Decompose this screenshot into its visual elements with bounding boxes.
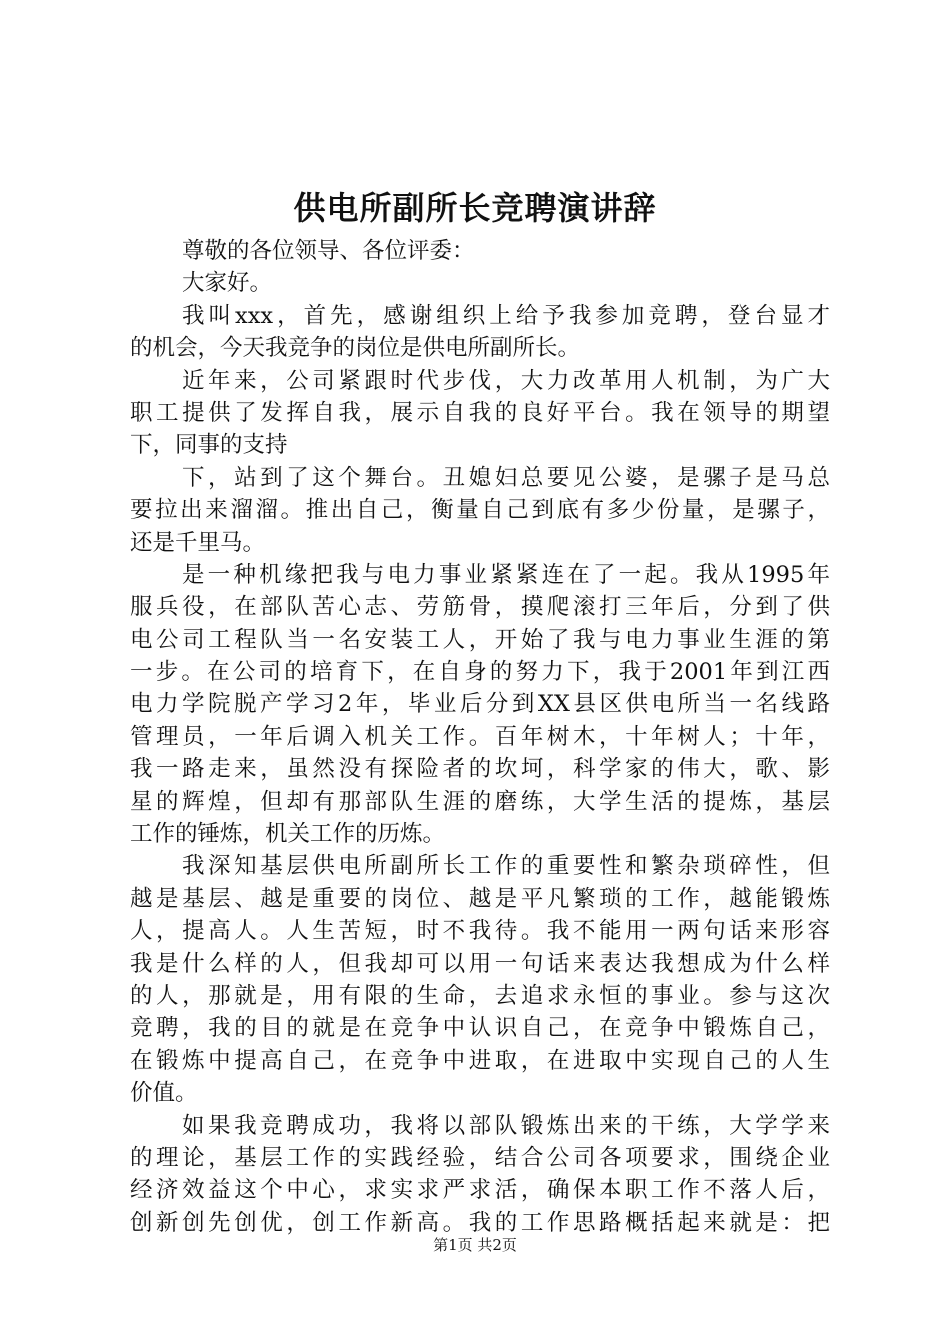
text-line: 星的辉煌，但却有那部队生涯的磨练，大学生活的提炼，基层 <box>130 788 830 815</box>
text-line: 越是基层、越是重要的岗位、越是平凡繁琐的工作，越能锻炼 <box>130 885 830 912</box>
text-line: 要拉出来溜溜。推出自己，衡量自己到底有多少份量，是骡子， <box>130 497 830 524</box>
text-line: 在锻炼中提高自己，在竞争中进取，在进取中实现自己的人生 <box>130 1047 830 1074</box>
text-line: 还是千里马。 <box>130 529 266 556</box>
text-line: 职工提供了发挥自我，展示自我的良好平台。我在领导的期望 <box>130 399 830 426</box>
text-line: 电公司工程队当一名安装工人，开始了我与电力事业生涯的第 <box>130 626 830 653</box>
text-line: 一步。在公司的培育下，在自身的努力下，我于2001年到江西 <box>130 659 830 686</box>
text-line: 我一路走来，虽然没有探险者的坎坷，科学家的伟大，歌、影 <box>130 756 830 783</box>
text-line: 我叫xxx，首先，感谢组织上给予我参加竞聘，登台显才 <box>182 302 830 329</box>
text-line: 我深知基层供电所副所长工作的重要性和繁杂琐碎性，但 <box>182 853 830 880</box>
text-line: 下，站到了这个舞台。丑媳妇总要见公婆，是骡子是马总 <box>182 464 830 491</box>
page-number-footer: 第1页 共2页 <box>433 1236 517 1254</box>
text-line: 经济效益这个中心，求实求严求活，确保本职工作不落人后， <box>130 1177 830 1204</box>
text-line: 工作的锤炼，机关工作的历炼。 <box>130 821 446 848</box>
text-line: 的人，那就是，用有限的生命，去追求永恒的事业。参与这次 <box>130 982 830 1009</box>
text-line: 下，同事的支持 <box>130 432 288 459</box>
text-line: 创新创先创优，创工作新高。我的工作思路概括起来就是：把 <box>130 1209 830 1236</box>
document-title: 供电所副所长竞聘演讲辞 <box>293 189 657 227</box>
text-line: 的机会，今天我竞争的岗位是供电所副所长。 <box>130 335 581 362</box>
text-line: 大家好。 <box>182 270 273 297</box>
text-line: 的理论，基层工作的实践经验，结合公司各项要求，围绕企业 <box>130 1144 830 1171</box>
text-line: 是一种机缘把我与电力事业紧紧连在了一起。我从1995年 <box>182 561 830 588</box>
document-body <box>130 235 830 1239</box>
text-line: 服兵役，在部队苦心志、劳筋骨，摸爬滚打三年后，分到了供 <box>130 594 830 621</box>
text-line: 竞聘，我的目的就是在竞争中认识自己，在竞争中锻炼自己， <box>130 1015 830 1042</box>
text-line: 如果我竞聘成功，我将以部队锻炼出来的干练，大学学来 <box>182 1112 830 1139</box>
text-line: 我是什么样的人，但我却可以用一句话来表达我想成为什么样 <box>130 950 830 977</box>
text-line: 电力学院脱产学习2年，毕业后分到XX县区供电所当一名线路 <box>130 691 830 718</box>
text-line: 管理员，一年后调入机关工作。百年树木，十年树人；十年， <box>130 723 830 750</box>
text-line: 尊敬的各位领导、各位评委： <box>182 238 475 264</box>
text-line: 近年来，公司紧跟时代步伐，大力改革用人机制，为广大 <box>182 367 830 394</box>
text-line: 价值。 <box>130 1080 198 1107</box>
text-line: 人，提高人。人生苦短，时不我待。我不能用一两句话来形容 <box>130 918 830 945</box>
